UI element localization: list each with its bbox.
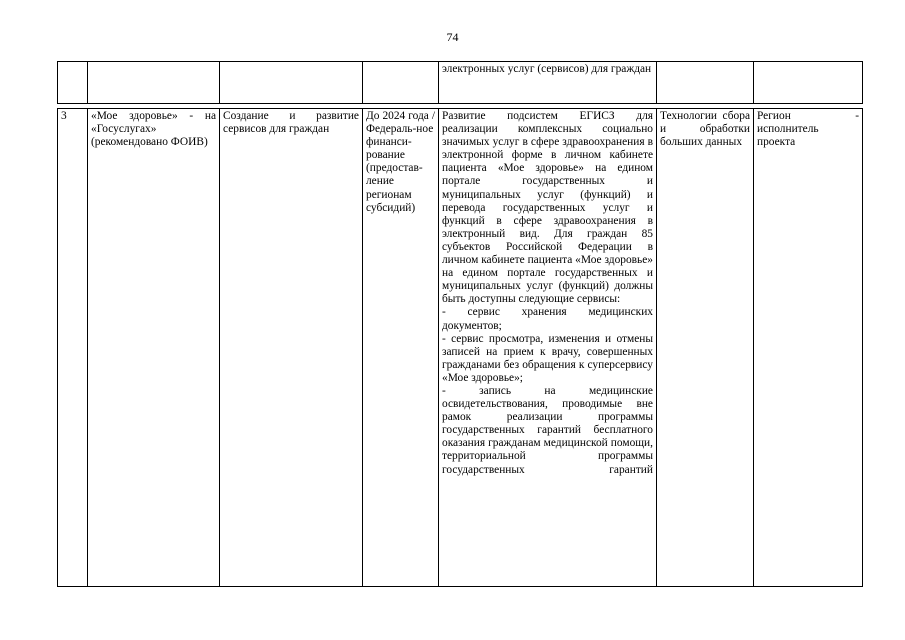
page-number: 74: [446, 30, 459, 44]
cell-name: [88, 62, 220, 104]
table-row-continuation: [58, 62, 863, 104]
cell-name: «Мое здоровье» - на «Госуслугах» (рекомендовано ФОИВ): [88, 109, 220, 587]
cell-goal: Создание и развитие сервисов для граждан: [220, 109, 363, 587]
cell-executor: [754, 62, 863, 104]
description-intro: Развитие подсистем ЕГИСЗ для реализации комплексных социально значимых услуг в сфере здравоохранения в электронной форме в личном кабинете пациента «Мое здоровье» на едином портале государственных и муниципальных услуг (функций) и перевода государственных услуг и функций в сфере здравоохранения в электронный вид. Для граждан 85 субъектов Российской Федерации в личном кабинете пациента «Мое здоровье» на едином портале государственных и муниципальных услуг (функций) должны быть доступны следующие сервисы:: [442, 110, 653, 306]
cell-deadline: До 2024 года / Федераль-ное финанси-рование (предостав-ление регионам субсидий): [363, 109, 439, 587]
measures-table: [57, 61, 863, 587]
description-item-2: - сервис просмотра, изменения и отмены записей на прием к врачу, совершенных гражданами без обращения к суперсервису «Мое здоровье»;: [442, 332, 653, 384]
table-row-3: [58, 109, 863, 587]
cell-description: [439, 109, 657, 587]
cell-technology: [657, 62, 754, 104]
cell-technology: Технологии сбора и обработки больших данных: [657, 109, 754, 587]
description-item-1: - сервис хранения медицинских документов;: [442, 306, 653, 332]
cell-description: электронных услуг (сервисов) для граждан: [439, 62, 657, 104]
cell-executor: Регион - исполнитель проекта: [754, 109, 863, 587]
cell-goal: [220, 62, 363, 104]
cell-num: 3: [58, 109, 88, 587]
description-item-3: - запись на медицинские освидетельствования, проводимые вне рамок реализации программы государственных гарантий бесплатного оказания гражданам медицинской помощи, территориальной программы государственных гарантий: [442, 384, 653, 476]
cell-deadline: [363, 62, 439, 104]
cell-num: [58, 62, 88, 104]
